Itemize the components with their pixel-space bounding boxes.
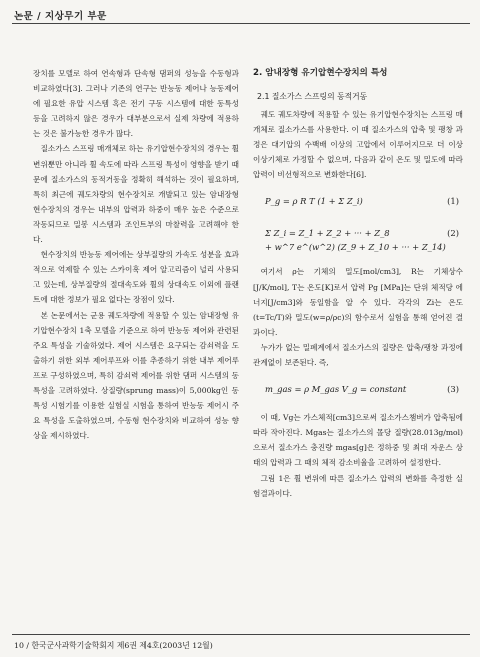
paragraph: 여기서 ρ는 기체의 밀도[mol/cm3], R는 기체상수 [J/K/mol], T는 온도[K]로서 압력 Pg [MPa]는 단위 체적당 에너지[J/cm3]와 동일함을 알 수 있다. 각각의 Zi는 온도(t=Tc/T)와 밀도(w=ρ/ρc)의 함수로서 실험을 통해 얻어진 결과이다. (253, 267, 463, 337)
equation-1 (253, 190, 463, 214)
paragraph: 이 때, Vg는 가스체적[cm3]으로써 질소가스챔버가 압축됨에 따라 작아진다. Mgas는 질소가스의 몰당 질량(28.013g/mol)으로서 질소가스 충진량 mgas[g]은 정하중 및 최대 자운스 상태의 압력과 그 때의 체적 감소비율을 고려하여 설정한다. (253, 413, 463, 468)
equation-3-number: (3) (447, 384, 459, 395)
paragraph: 장치를 모델로 하여 연속형과 단속형 댐퍼의 성능을 수동형과 비교하였다[3]. 그러나 기존의 연구는 반능동 제어나 능동제어에 필요한 유압 시스템 혹은 전기 구동 시스템에 대한 동특성 등을 고려하지 않은 경우가 대부분으로서 실제 차량에 적용하는 것은 불가능한 경우가 많다. (33, 69, 239, 139)
paragraph: 현수장치의 반능동 제어에는 상부질량의 가속도 성분을 효과적으로 억제할 수 있는 스카이훅 제어 알고리즘이 널리 사용되고 있는데, 상부질량의 절대속도와 휠의 상대속도 이외에 플랜트에 대한 정보가 필요 없다는 장점이 있다. (33, 250, 239, 305)
equation-2-line-1: Σ Z_i = Z_1 + Z_2 + ··· + Z_8 (265, 228, 390, 239)
header-rule (12, 23, 470, 24)
section-header: 논문 / 지상무기 부문 (14, 11, 107, 22)
paragraph: 그림 1은 휠 변위에 따른 질소가스 압력의 변화를 측정한 실험결과이다. (253, 473, 463, 498)
page-footer: 10 / 한국군사과학기술학회지 제6권 제4호(2003년 12월) (14, 641, 213, 650)
equation-1-number: (1) (447, 196, 459, 207)
right-column (253, 66, 463, 501)
paragraph: 본 논문에서는 군용 궤도차량에 적용할 수 있는 암내장형 유기압현수장치 1축 모델을 기준으로 하여 반능동 제어와 관련된 주요 특성을 기술하였다. 제어 시스템은 요구되는 감쇠력을 도출하기 위한 외부 제어루프와 이를 추종하기 위한 내부 제어루프로 구성하였으며, 특히 감쇠력 제어를 위한 댐퍼 시스템의 동특성을 고려하였다. 상질량(sprung mass)이 5,000kg인 동특성 시험기를 이용한 실험실 시험을 통하여 반능동 제어시 주요 특성을 도출하였으며, 수동형 현수장치와 비교하여 성능 향상을 제시하였다. (33, 310, 239, 441)
equation-2-line-2: + w^7 e^(w^2) (Z_9 + Z_10 + ··· + Z_14) (265, 242, 446, 253)
paragraph: 질소가스 스프링 매개체로 하는 유기압현수장치의 경우는 휠 변위뿐만 아니라 휠 속도에 따라 스프링 특성이 영향을 받기 때문에 질소가스의 동적거동을 정확히 해석하는 것이 필요하며, 특히 최근에 궤도차량의 현수장치로 개발되고 있는 암내장형 현수장치의 경우는 내부의 압력과 하중이 매우 높은 수준으로 작동되므로 밀봉 시스템과 조인트부의 마찰력을 고려해야 한다. (33, 144, 239, 245)
equation-2-number: (2) (447, 228, 459, 239)
subsection-title: 2.1 질소가스 스프링의 동적거동 (257, 92, 368, 101)
paragraph: 궤도 궤도차량에 적용할 수 있는 유기압현수장치는 스프링 매개체로 질소가스를 사용한다. 이 때 질소가스의 압축 및 팽창 과정은 대기압의 수백배 이상의 고압에서 이루어지므로 더 이상 이상기체로 가정할 수 없으며, 다음과 같이 온도 및 밀도에 따라 압력이 비선형적으로 변화한다[6]. (253, 110, 463, 180)
equation-3 (253, 378, 463, 402)
section-title: 2. 암내장형 유기압현수장치의 특성 (253, 68, 388, 78)
paragraph: 누가가 없는 밀폐계에서 질소가스의 질량은 압축/팽창 과정에 관계없이 보존된다. 즉, (253, 342, 463, 368)
equation-1-body: P_g = ρ R T (1 + Σ Z_i) (265, 196, 363, 207)
footer-rule (12, 634, 470, 635)
left-column (33, 66, 239, 443)
equation-2 (253, 222, 463, 256)
equation-3-body: m_gas = ρ M_gas V_g = constant (265, 384, 407, 395)
